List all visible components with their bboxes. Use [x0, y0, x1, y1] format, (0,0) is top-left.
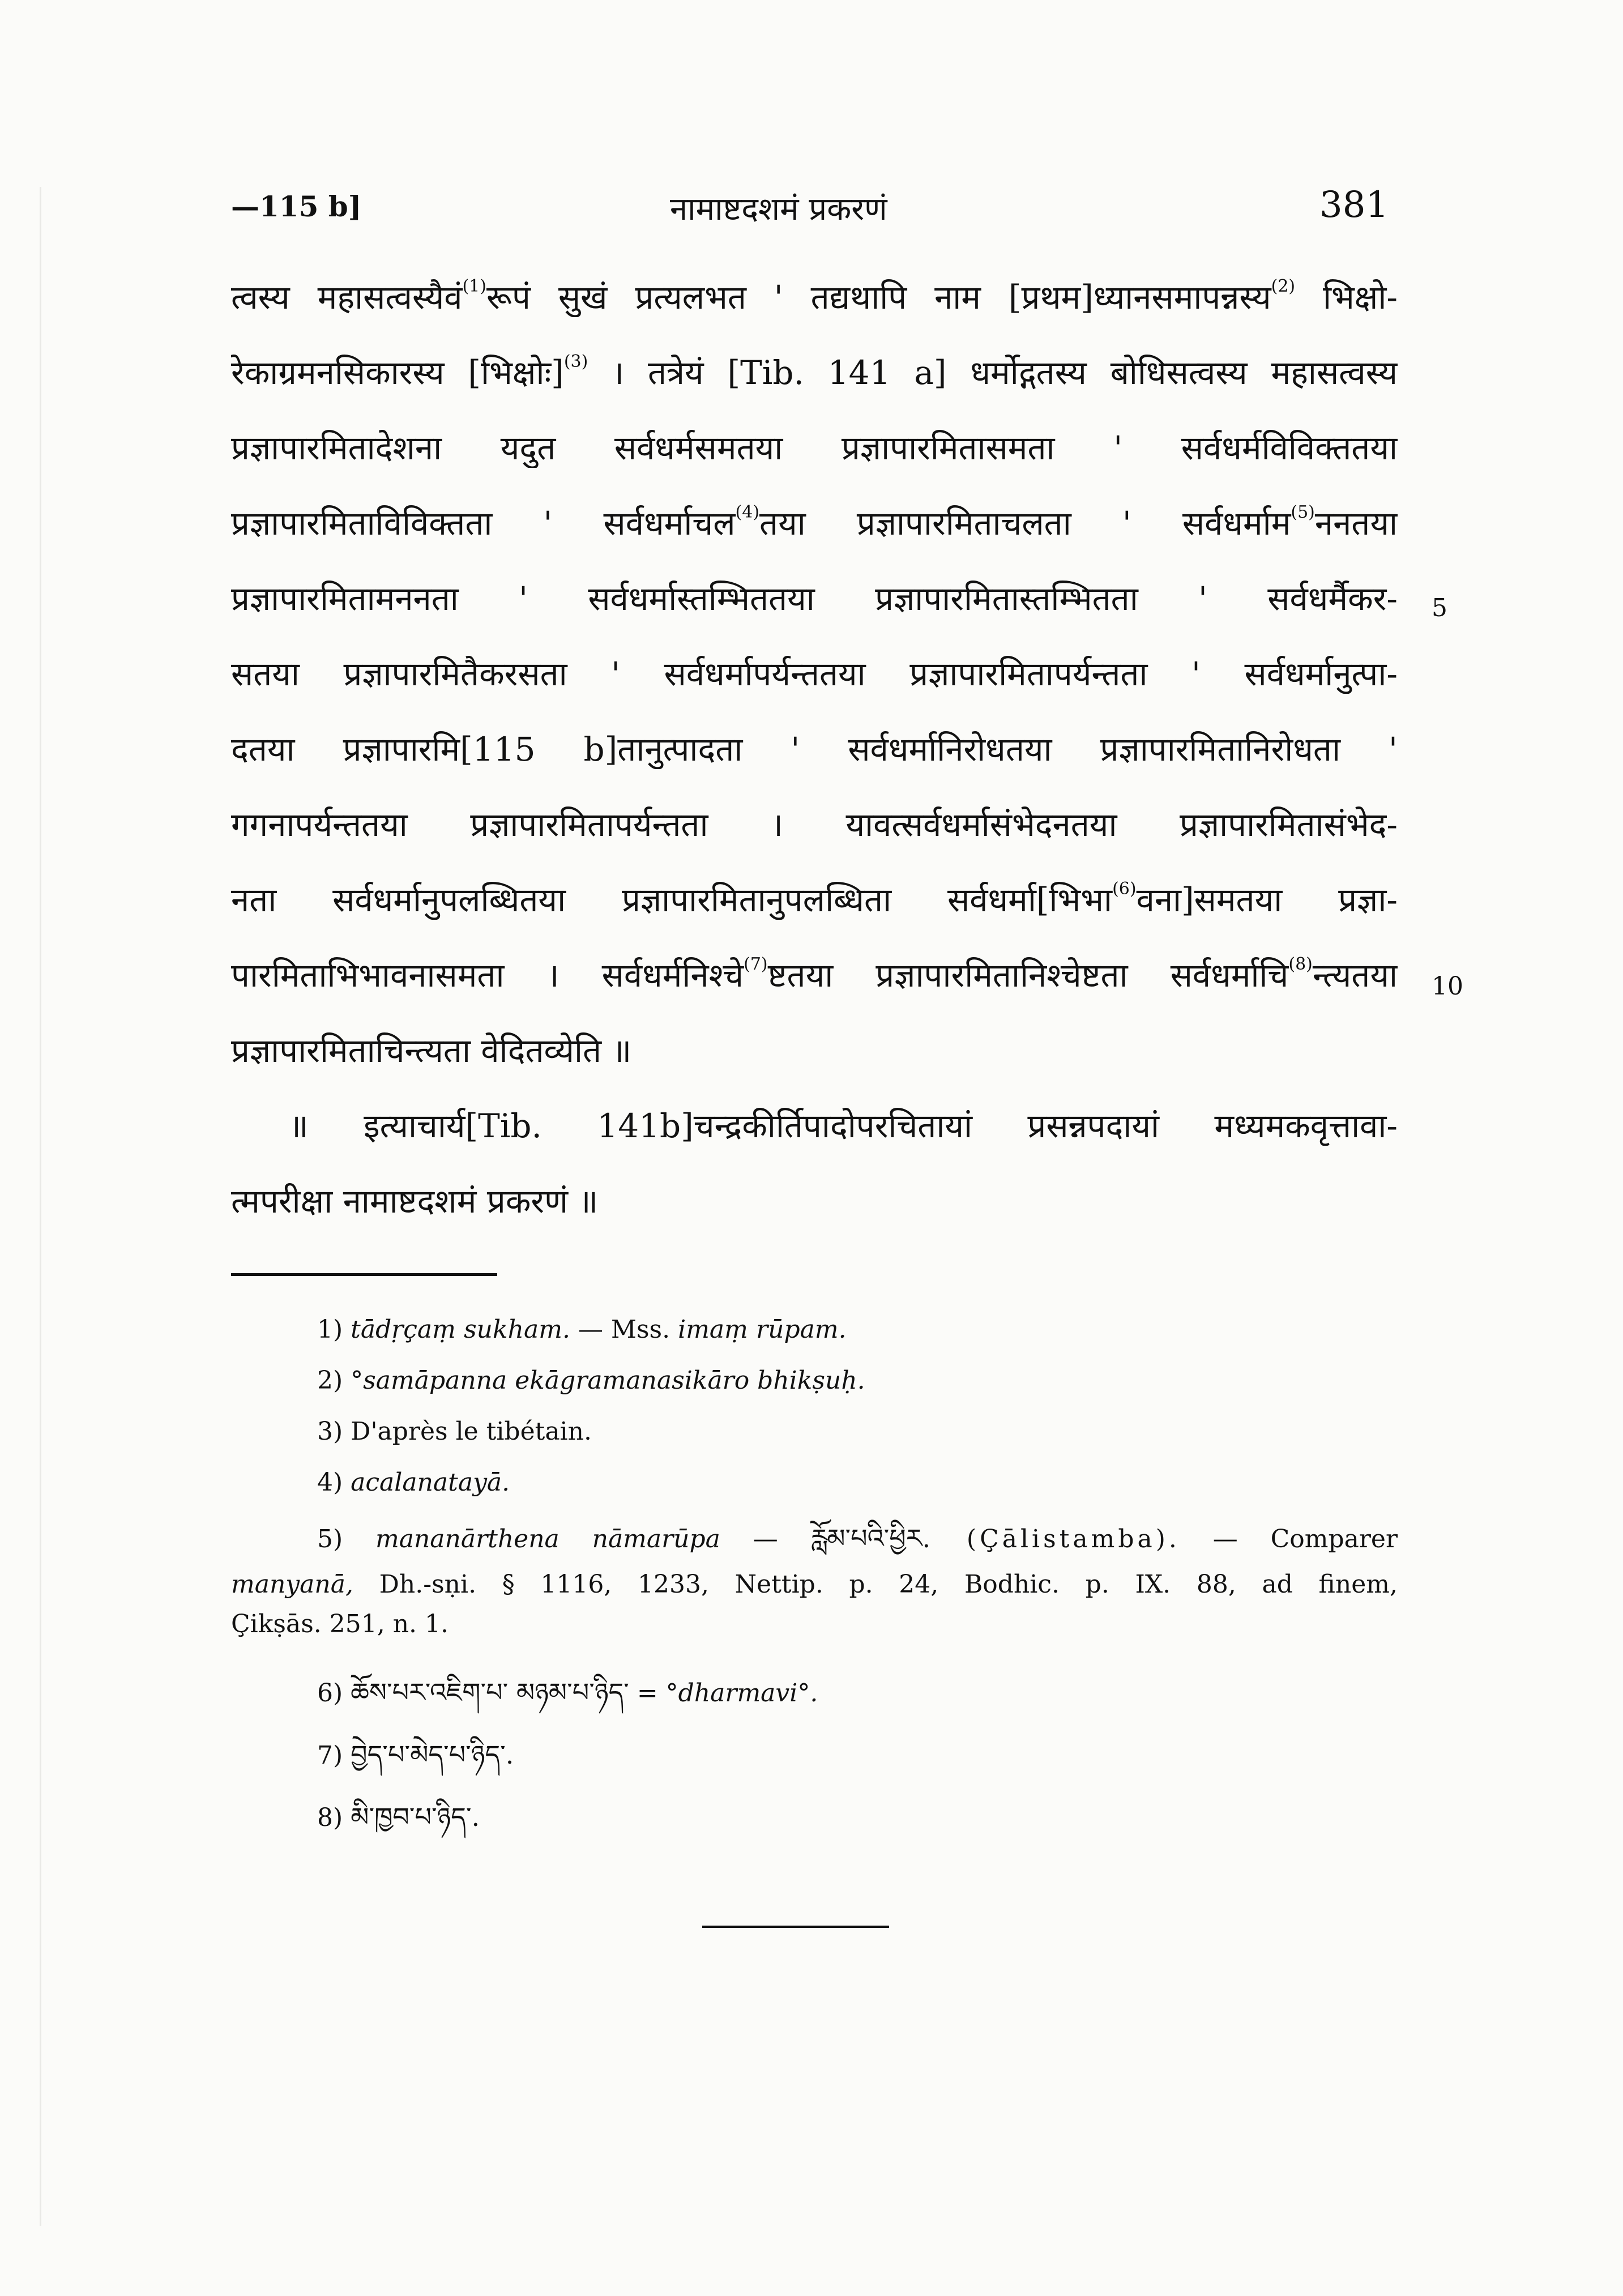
footnote-text: mananārthena nāmarūpa [375, 1525, 720, 1554]
text-line-3 [231, 428, 1398, 468]
footnote-text: acalanatayā. [351, 1468, 510, 1497]
text-segment: न्त्यतया [1312, 956, 1398, 995]
text-segment: गगनापर्यन्ततया प्रज्ञापारमितापर्यन्तता । यावत्सर्वधर्मासंभेदनतया प्रज्ञापारमितासंभेद- [231, 805, 1398, 844]
text-line-11 [231, 1031, 1398, 1070]
text-segment: प्रज्ञापारमिताचिन्त्यता वेदितव्येति ॥ [231, 1031, 632, 1070]
text-line-5 [231, 579, 1398, 618]
line-number-5: 5 [1432, 594, 1447, 622]
footnote-text: tādṛçaṃ sukham. [351, 1315, 570, 1344]
footnote-text: = [629, 1679, 666, 1708]
footnote-marker: (6) [1112, 880, 1137, 899]
footnote-number: 3) [317, 1417, 343, 1446]
footnote-number: 8) [317, 1803, 343, 1832]
footnote-1 [317, 1314, 847, 1346]
footnote-text: °dharmavi°. [665, 1679, 818, 1708]
text-line-7 [231, 729, 1398, 769]
colophon-line-2 [231, 1181, 1398, 1221]
text-segment: नता सर्वधर्मानुपलब्धितया प्रज्ञापारमितानुपलब्धिता सर्वधर्मा[भिभा [231, 881, 1113, 919]
footnote-7 [317, 1739, 514, 1772]
text-segment: त्वस्य महासत्वस्यैवं [231, 278, 463, 317]
footnote-number: 2) [317, 1366, 343, 1395]
footnote-6 [317, 1676, 818, 1709]
text-line-4 [231, 503, 1398, 543]
header-chapter-title: नामाष्टदशमं प्रकरणं [670, 191, 887, 228]
footnote-marker: (3) [563, 353, 588, 372]
footnote-2 [317, 1365, 865, 1397]
footnote-5-line-3 [231, 1608, 449, 1640]
tibetan-text: མི་ཁྱབ་པ་ཉིད་. [351, 1802, 480, 1832]
text-segment: प्रज्ञापारमितामननता ' सर्वधर्मास्तम्भिततया प्रज्ञापारमितास्तम्भितता ' सर्वधर्मैकर- [231, 579, 1398, 618]
footnote-text: — [720, 1525, 811, 1554]
scan-margin [40, 187, 41, 2226]
text-line-10 [231, 955, 1398, 995]
text-segment: सतया प्रज्ञापारमितैकरसता ' सर्वधर्मापर्यन्ततया प्रज्ञापारमितापर्यन्तता ' सर्वधर्मानुत्पा- [231, 655, 1398, 693]
line-number-10: 10 [1432, 972, 1463, 1001]
footnote-text: manyanā, [231, 1570, 353, 1599]
text-segment: रूपं सुखं प्रत्यलभत ' तद्यथापि नाम [प्रथम]ध्यानसमापन्नस्य [486, 278, 1271, 317]
footnote-number: 6) [317, 1679, 343, 1708]
footnote-text: imaṃ rūpam. [678, 1315, 847, 1344]
text-segment: ष्टतया प्रज्ञापारमितानिश्चेष्टता सर्वधर्माचि [767, 956, 1289, 995]
footnote-text: Çikṣās. 251, n. 1. [231, 1610, 449, 1638]
text-segment: ॥ इत्याचार्य[Tib. 141b]चन्द्रकीर्तिपादोपरचितायां प्रसन्नपदायां मध्यमकवृत्तावा- [289, 1107, 1398, 1145]
text-segment: प्रज्ञापारमितादेशना यदुत सर्वधर्मसमतया प्रज्ञापारमितासमता ' सर्वधर्मविविक्ततया [231, 429, 1398, 467]
text-segment: ननतया [1314, 504, 1398, 543]
footnote-text: (Çālistamba). [930, 1525, 1180, 1554]
tibetan-text: ཆོས་པར་འཇིག་པ་ མཉམ་པ་ཉིད་ [351, 1677, 629, 1708]
footnote-text: D'après le tibétain. [351, 1417, 592, 1446]
footnote-number: 7) [317, 1741, 343, 1770]
footnote-number: 4) [317, 1468, 343, 1497]
footnote-marker: (4) [735, 503, 760, 522]
end-rule [702, 1926, 889, 1928]
footnote-3 [317, 1416, 592, 1448]
text-segment: वना]समतया प्रज्ञा- [1136, 881, 1398, 919]
footnote-5-line-2 [231, 1569, 1398, 1601]
footnote-text: Dh.-sṇi. § 1116, 1233, Nettip. p. 24, Bodhic. p. IX. 88, ad finem, [353, 1570, 1398, 1599]
text-segment: रेकाग्रमनसिकारस्य [भिक्षोः] [231, 353, 564, 392]
text-line-2 [231, 353, 1398, 392]
text-segment: त्मपरीक्षा नामाष्टदशमं प्रकरणं ॥ [231, 1182, 599, 1220]
text-line-8 [231, 805, 1398, 844]
footnote-marker: (2) [1271, 278, 1296, 296]
footnote-text: °samāpanna ekāgramanasikāro bhikṣuḥ. [351, 1366, 865, 1395]
footnote-number: 5) [317, 1525, 343, 1554]
footnote-8 [317, 1801, 480, 1834]
text-segment: पारमिताभिभावनासमता । सर्वधर्मनिश्चे [231, 956, 744, 995]
footnote-text: — Mss. [570, 1315, 678, 1344]
footnote-marker: (7) [744, 955, 768, 974]
footnote-text: — Comparer [1180, 1525, 1398, 1554]
text-line-6 [231, 654, 1398, 694]
text-segment: दतया प्रज्ञापारमि[115 b]तानुत्पादता ' सर्वधर्मानिरोधतया प्रज्ञापारमितानिरोधता ' [231, 730, 1398, 769]
colophon-line-1 [289, 1106, 1398, 1146]
text-segment: । तत्रेयं [Tib. 141 a] धर्मोद्गतस्य बोधिसत्वस्य महासत्वस्य [588, 353, 1398, 392]
footnote-marker: (5) [1291, 503, 1315, 522]
footnote-5 [317, 1522, 1398, 1555]
header-folio-ref: —115 b] [231, 190, 362, 223]
text-segment: भिक्षो- [1295, 278, 1398, 317]
tibetan-text: རློམ་པའི་ཕྱིར. [810, 1523, 931, 1554]
footnote-marker: (8) [1288, 955, 1313, 974]
footnote-separator [231, 1273, 497, 1276]
text-segment: तया प्रज्ञापारमिताचलता ' सर्वधर्माम [759, 504, 1291, 543]
running-header [0, 184, 1623, 235]
page-number: 381 [1319, 184, 1389, 226]
footnote-marker: (1) [462, 278, 486, 296]
footnote-4 [317, 1467, 510, 1499]
text-line-1 [231, 278, 1398, 317]
footnote-number: 1) [317, 1315, 343, 1344]
tibetan-text: བྱེད་པ་མེད་པ་ཉིད་. [351, 1739, 514, 1770]
text-line-9 [231, 880, 1398, 920]
text-segment: प्रज्ञापारमिताविविक्तता ' सर्वधर्माचल [231, 504, 736, 543]
